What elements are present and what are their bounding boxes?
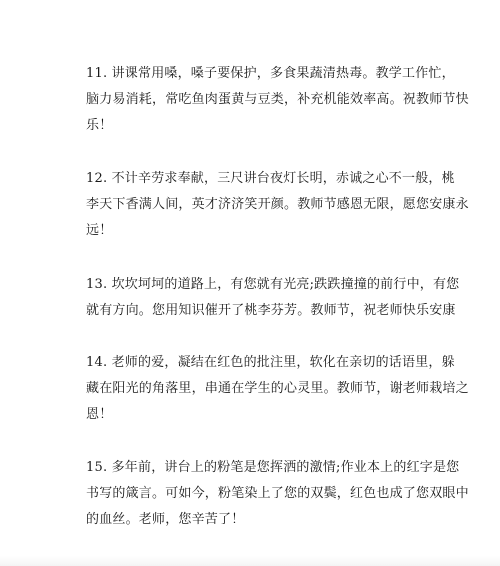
paragraph-line: 远！ xyxy=(86,223,113,238)
paragraph-line: 14. 老师的爱，凝结在红色的批注里，软化在亲切的话语里，躲 xyxy=(86,355,455,370)
paragraph-14 xyxy=(86,350,469,428)
paragraph-line: 乐！ xyxy=(86,118,113,133)
paragraph-line: 的血丝。老师，您辛苦了！ xyxy=(86,512,245,527)
paragraph-11 xyxy=(86,61,469,139)
paragraph-line: 就有方向。您用知识催开了桃李芬芳。教师节，祝老师快乐安康 xyxy=(86,303,456,318)
paragraph-15 xyxy=(86,455,469,533)
paragraph-12 xyxy=(86,166,469,244)
paragraph-line: 11. 讲课常用嗓，嗓子要保护，多食果蔬清热毒。教学工作忙， xyxy=(86,66,455,81)
paragraph-line: 书写的箴言。可如今，粉笔染上了您的双鬓，红色也成了您双眼中 xyxy=(86,486,469,501)
paragraph-13 xyxy=(86,272,460,324)
paragraph-line: 恩！ xyxy=(86,407,113,422)
paragraph-line: 13. 坎坎坷坷的道路上，有您就有光亮;跌跌撞撞的前行中，有您 xyxy=(86,277,460,292)
paragraph-line: 12. 不计辛劳求奉献，三尺讲台夜灯长明，赤诚之心不一般，桃 xyxy=(86,171,455,186)
paragraph-line: 脑力易消耗，常吃鱼肉蛋黄与豆类，补充机能效率高。祝教师节快 xyxy=(86,92,469,107)
paragraph-line: 藏在阳光的角落里，串通在学生的心灵里。教师节，谢老师栽培之 xyxy=(86,381,469,396)
page-bottom-edge xyxy=(0,556,500,566)
paragraph-line: 李天下香满人间，英才济济笑开颜。教师节感恩无限，愿您安康永 xyxy=(86,197,469,212)
paragraph-line: 15. 多年前，讲台上的粉笔是您挥洒的激情;作业本上的红字是您 xyxy=(86,460,460,475)
